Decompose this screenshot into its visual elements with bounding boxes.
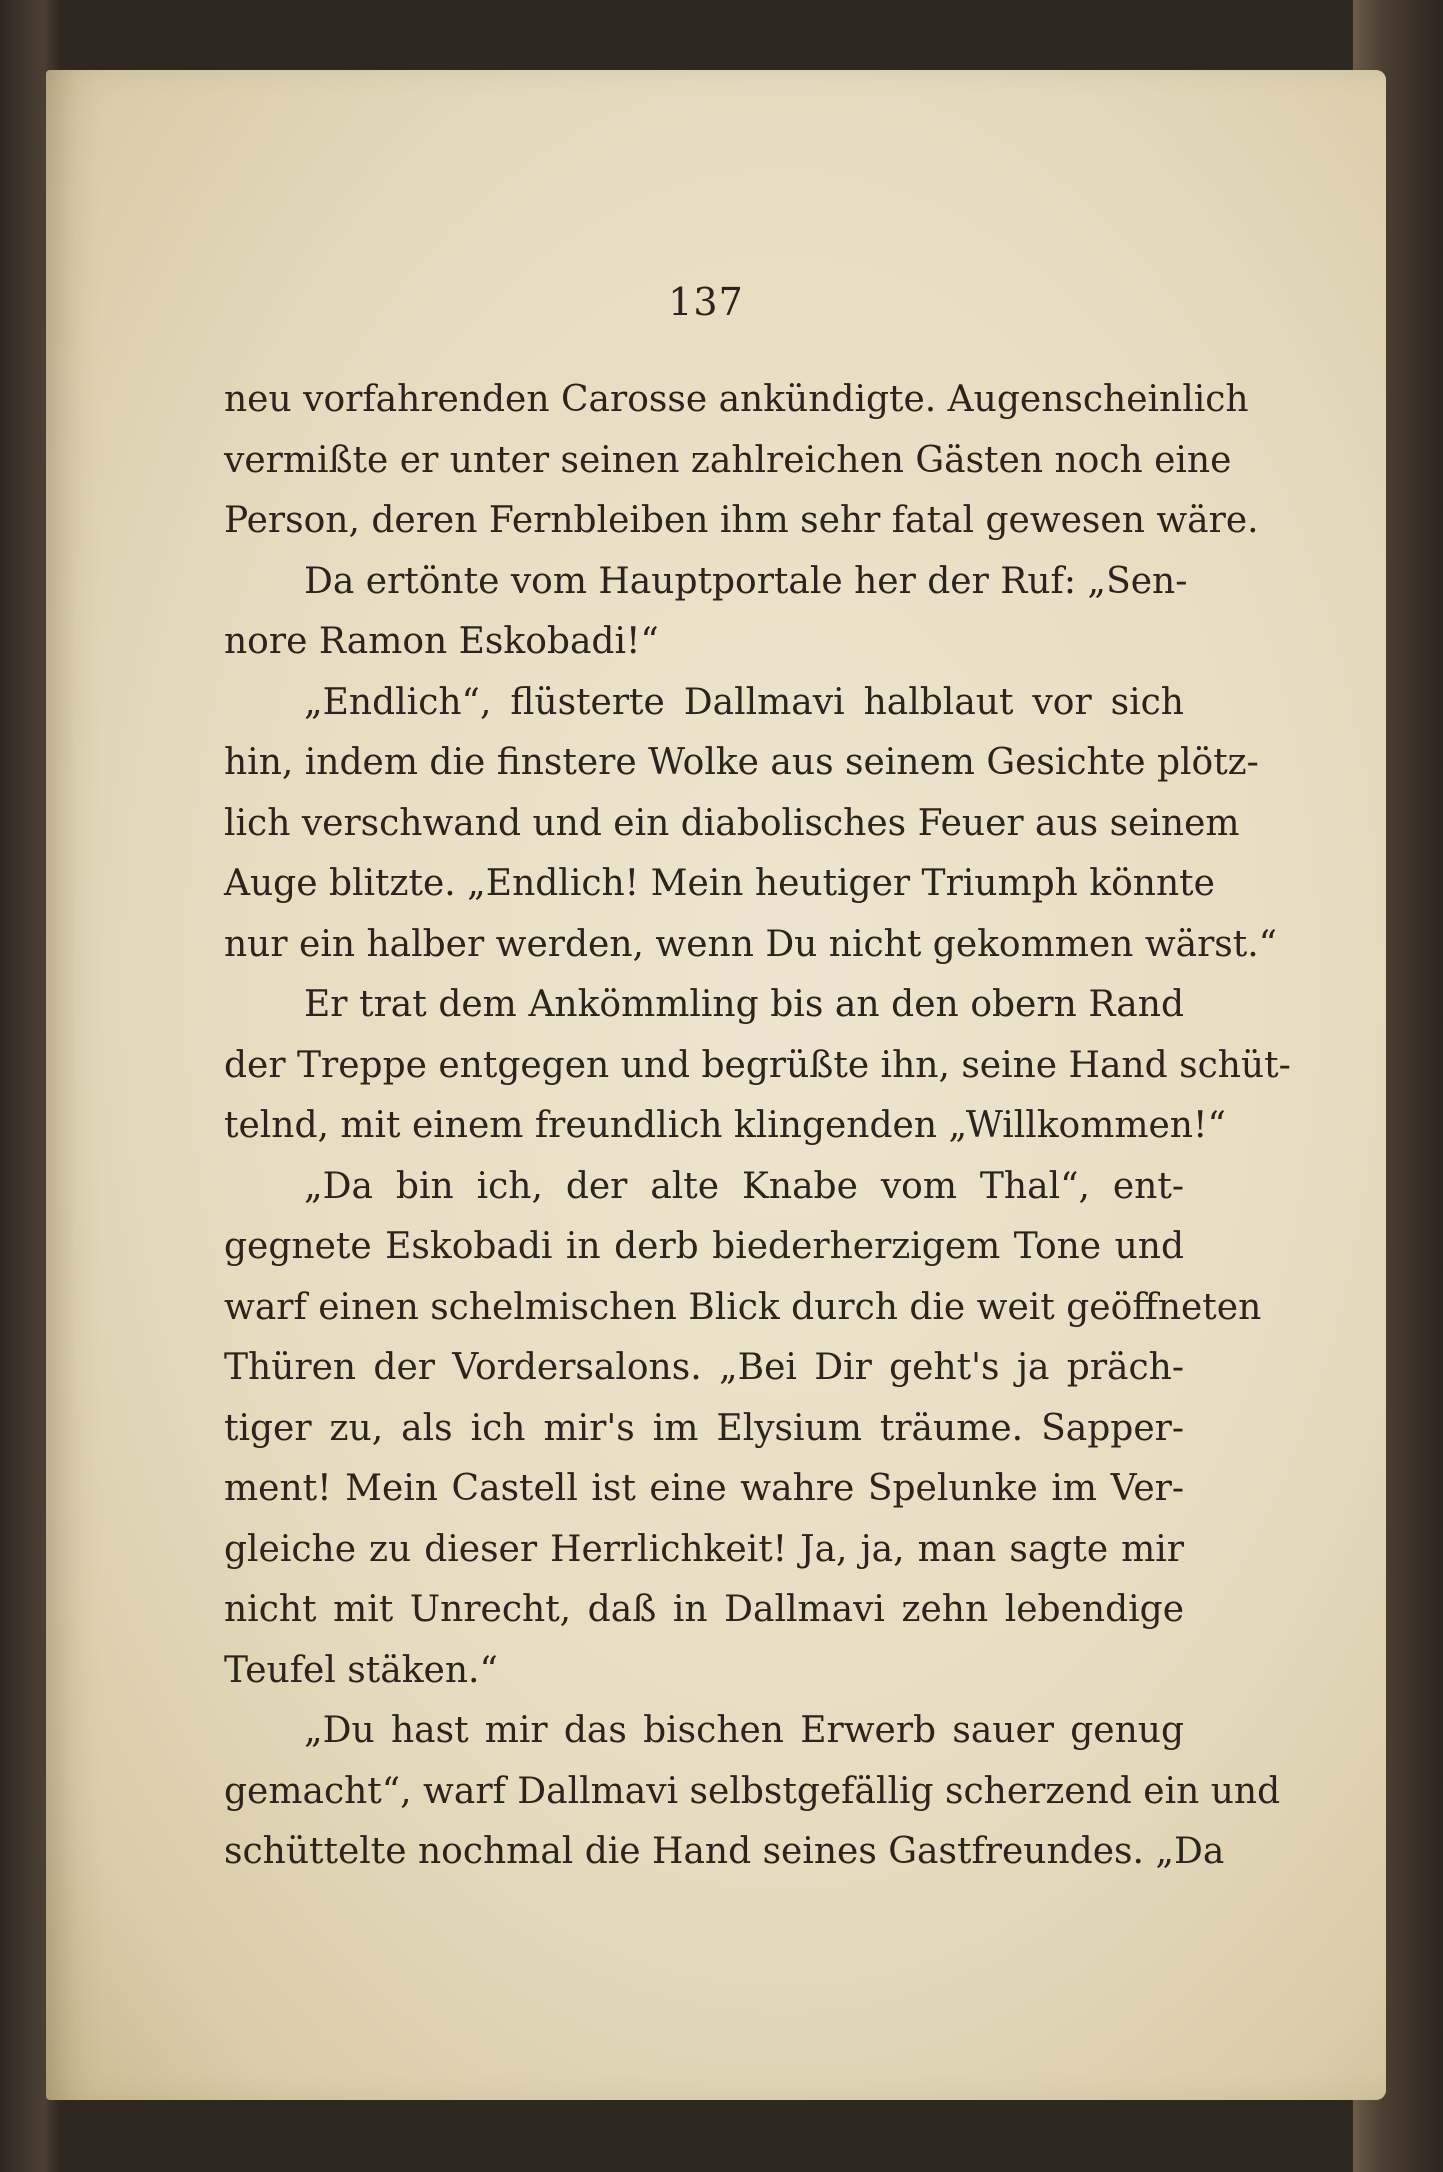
text-line: Thüren der Vordersalons. „Bei Dir geht's ja präch- [224, 1347, 1184, 1388]
text-line: vermißte er unter seinen zahlreichen Gästen noch eine [224, 439, 1232, 481]
text-line: Teufel stäken.“ [224, 1649, 498, 1691]
text-line: „Endlich“, flüsterte Dallmavi halblaut vor sich [304, 681, 1184, 723]
text-line: warf einen schelmischen Blick durch die weit geöffneten [224, 1286, 1262, 1328]
text-line: gemacht“, warf Dallmavi selbstgefällig scherzend ein und [224, 1770, 1281, 1812]
text-line: Er trat dem Ankömmling bis an den obern Rand [304, 984, 1184, 1025]
text-line: Da ertönte vom Hauptportale her der Ruf: „Sen- [304, 560, 1188, 602]
book-page [46, 70, 1386, 2100]
text-line: „Du hast mir das bischen Erwerb sauer genug [304, 1710, 1184, 1751]
text-line: hin, indem die finstere Wolke aus seinem Gesichte plötz- [224, 742, 1259, 783]
page-number: 137 [668, 280, 744, 324]
text-line: nore Ramon Eskobadi!“ [224, 621, 659, 662]
text-line: schüttelte nochmal die Hand seines Gastfreundes. „Da [224, 1831, 1225, 1872]
text-line: neu vorfahrenden Carosse ankündigte. Augenscheinlich [224, 379, 1249, 420]
text-line: ment! Mein Castell ist eine wahre Spelunke im Ver- [224, 1468, 1184, 1509]
text-line: „Da bin ich, der alte Knabe vom Thal“, ent- [304, 1165, 1184, 1207]
text-line: Auge blitzte. „Endlich! Mein heutiger Triumph könnte [224, 863, 1215, 904]
text-line: Person, deren Fernbleiben ihm sehr fatal gewesen wäre. [224, 500, 1259, 541]
text-line: nicht mit Unrecht, daß in Dallmavi zehn lebendige [224, 1589, 1184, 1630]
text-line: lich verschwand und ein diabolisches Feuer aus seinem [224, 802, 1240, 844]
text-line: gegnete Eskobadi in derb biederherzigem Tone und [224, 1226, 1184, 1267]
body-text [224, 370, 1291, 1883]
text-line: telnd, mit einem freundlich klingenden „Willkommen!“ [224, 1105, 1226, 1146]
text-line: gleiche zu dieser Herrlichkeit! Ja, ja, man sagte mir [224, 1528, 1184, 1570]
text-line: nur ein halber werden, wenn Du nicht gekommen wärst.“ [224, 923, 1278, 965]
text-line: der Treppe entgegen und begrüßte ihn, seine Hand schüt- [224, 1044, 1291, 1086]
text-line: tiger zu, als ich mir's im Elysium träume. Sapper- [224, 1407, 1184, 1449]
